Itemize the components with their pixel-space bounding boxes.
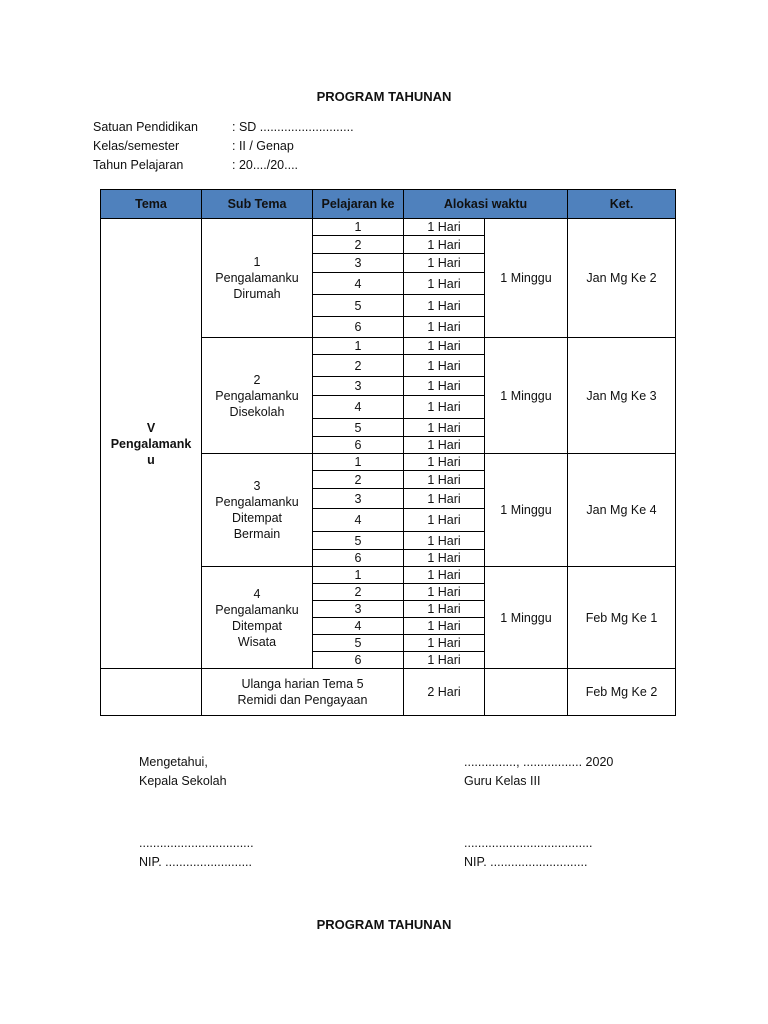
header-alokasi-waktu: Alokasi waktu: [404, 190, 568, 219]
header-tema: Tema: [101, 190, 202, 219]
program-table: [100, 189, 676, 716]
hari-cell: 1 Hari: [404, 550, 485, 567]
pelajaran-ke-cell: 1: [313, 338, 404, 355]
pelajaran-ke-cell: 3: [313, 254, 404, 273]
sign-left-nip: NIP. .........................: [139, 855, 252, 869]
pelajaran-ke-cell: 3: [313, 601, 404, 618]
hari-cell: 1 Hari: [404, 509, 485, 532]
sub-tema-line: Pengalamanku: [215, 495, 299, 509]
info-label-kelas: Kelas/semester: [93, 139, 180, 153]
hari-cell: 1 Hari: [404, 437, 485, 454]
hari-cell: 1 Hari: [404, 219, 485, 236]
ulangan-ket-cell: Feb Mg Ke 2: [568, 669, 676, 716]
hari-cell: 1 Hari: [404, 355, 485, 377]
hari-cell: 1 Hari: [404, 601, 485, 618]
pelajaran-ke-cell: 2: [313, 471, 404, 489]
footer-title: PROGRAM TAHUNAN: [316, 917, 452, 932]
table-row: [101, 219, 676, 236]
ket-cell: Jan Mg Ke 3: [568, 338, 676, 454]
hari-cell: 1 Hari: [404, 618, 485, 635]
tema-cell: [101, 219, 202, 669]
sub-tema-line: Pengalamanku: [215, 388, 299, 403]
header-pelajaran-ke: Pelajaran ke: [313, 190, 404, 219]
header-sub-tema: Sub Tema: [202, 190, 313, 219]
info-label-tahun: Tahun Pelajaran: [93, 158, 184, 172]
info-value-kelas: : II / Genap: [232, 139, 294, 153]
sub-tema-line: Disekolah: [229, 404, 285, 419]
sub-tema-line: 4: [253, 586, 261, 601]
sign-left-line2: Kepala Sekolah: [139, 774, 227, 788]
info-value-satuan: : SD ...........................: [232, 120, 354, 134]
ket-cell: Jan Mg Ke 4: [568, 454, 676, 567]
hari-cell: 1 Hari: [404, 584, 485, 601]
pelajaran-ke-cell: 4: [313, 273, 404, 295]
sign-right-line2: Guru Kelas III: [464, 774, 541, 788]
sub-tema-line: Ditempat: [231, 618, 283, 633]
info-label-satuan: Satuan Pendidikan: [93, 120, 198, 134]
ket-cell: Jan Mg Ke 2: [568, 219, 676, 338]
pelajaran-ke-cell: 5: [313, 295, 404, 317]
sub-tema-line: Bermain: [233, 527, 281, 541]
sub-tema-line: Wisata: [237, 634, 277, 649]
pelajaran-ke-cell: 3: [313, 489, 404, 509]
sub-tema-cell: [202, 567, 313, 669]
ulangan-line: Ulanga harian Tema 5: [241, 677, 364, 691]
hari-cell: 1 Hari: [404, 532, 485, 550]
hari-cell: 1 Hari: [404, 254, 485, 273]
sub-tema-line: Ditempat: [231, 511, 283, 525]
table-row-final: [101, 669, 676, 716]
alokasi-minggu-cell: 1 Minggu: [485, 219, 568, 338]
hari-cell: 1 Hari: [404, 567, 485, 584]
sign-right-nip: NIP. ............................: [464, 855, 588, 869]
ulangan-hari-cell: 2 Hari: [404, 669, 485, 716]
tema-line: u: [147, 452, 155, 467]
sub-tema-cell: [202, 219, 313, 338]
alokasi-minggu-cell: 1 Minggu: [485, 338, 568, 454]
table-body: [101, 219, 676, 716]
hari-cell: 1 Hari: [404, 273, 485, 295]
hari-cell: 1 Hari: [404, 317, 485, 338]
hari-cell: 1 Hari: [404, 489, 485, 509]
ket-cell: Feb Mg Ke 1: [568, 567, 676, 669]
pelajaran-ke-cell: 6: [313, 317, 404, 338]
table-header-row: [101, 190, 676, 219]
tema-line: V: [146, 420, 156, 435]
empty-cell: [485, 669, 568, 716]
sign-right-name: .....................................: [464, 836, 593, 850]
pelajaran-ke-cell: 1: [313, 454, 404, 471]
sub-tema-line: 1: [253, 255, 261, 269]
hari-cell: 1 Hari: [404, 419, 485, 437]
hari-cell: 1 Hari: [404, 236, 485, 254]
header-ket: Ket.: [568, 190, 676, 219]
pelajaran-ke-cell: 6: [313, 437, 404, 454]
pelajaran-ke-cell: 5: [313, 635, 404, 652]
pelajaran-ke-cell: 4: [313, 618, 404, 635]
sub-tema-line: Pengalamanku: [215, 602, 299, 617]
hari-cell: 1 Hari: [404, 295, 485, 317]
ulangan-cell: [202, 669, 404, 716]
hari-cell: 1 Hari: [404, 471, 485, 489]
hari-cell: 1 Hari: [404, 454, 485, 471]
empty-cell: [101, 669, 202, 716]
pelajaran-ke-cell: 5: [313, 419, 404, 437]
sub-tema-line: 2: [253, 372, 261, 387]
info-value-tahun: : 20..../20....: [232, 158, 299, 172]
pelajaran-ke-cell: 1: [313, 219, 404, 236]
sub-tema-cell: [202, 454, 313, 567]
pelajaran-ke-cell: 2: [313, 584, 404, 601]
sub-tema-line: Dirumah: [233, 287, 281, 301]
pelajaran-ke-cell: 1: [313, 567, 404, 584]
pelajaran-ke-cell: 6: [313, 550, 404, 567]
alokasi-minggu-cell: 1 Minggu: [485, 454, 568, 567]
sign-left-line1: Mengetahui,: [139, 755, 208, 769]
sign-left-name: .................................: [139, 836, 254, 850]
alokasi-minggu-cell: 1 Minggu: [485, 567, 568, 669]
pelajaran-ke-cell: 5: [313, 532, 404, 550]
pelajaran-ke-cell: 2: [313, 355, 404, 377]
pelajaran-ke-cell: 2: [313, 236, 404, 254]
pelajaran-ke-cell: 3: [313, 377, 404, 396]
sub-tema-line: 3: [253, 479, 261, 493]
sub-tema-cell: [202, 338, 313, 454]
hari-cell: 1 Hari: [404, 338, 485, 355]
pelajaran-ke-cell: 4: [313, 396, 404, 419]
hari-cell: 1 Hari: [404, 396, 485, 419]
pelajaran-ke-cell: 6: [313, 652, 404, 669]
hari-cell: 1 Hari: [404, 635, 485, 652]
hari-cell: 1 Hari: [404, 377, 485, 396]
ulangan-line: Remidi dan Pengayaan: [237, 693, 368, 707]
page-title: PROGRAM TAHUNAN: [316, 89, 452, 104]
sign-right-line1: ..............., ................. 2020: [464, 755, 614, 769]
sub-tema-line: Pengalamanku: [215, 271, 299, 285]
tema-line: Pengalamank: [110, 436, 192, 451]
pelajaran-ke-cell: 4: [313, 509, 404, 532]
hari-cell: 1 Hari: [404, 652, 485, 669]
